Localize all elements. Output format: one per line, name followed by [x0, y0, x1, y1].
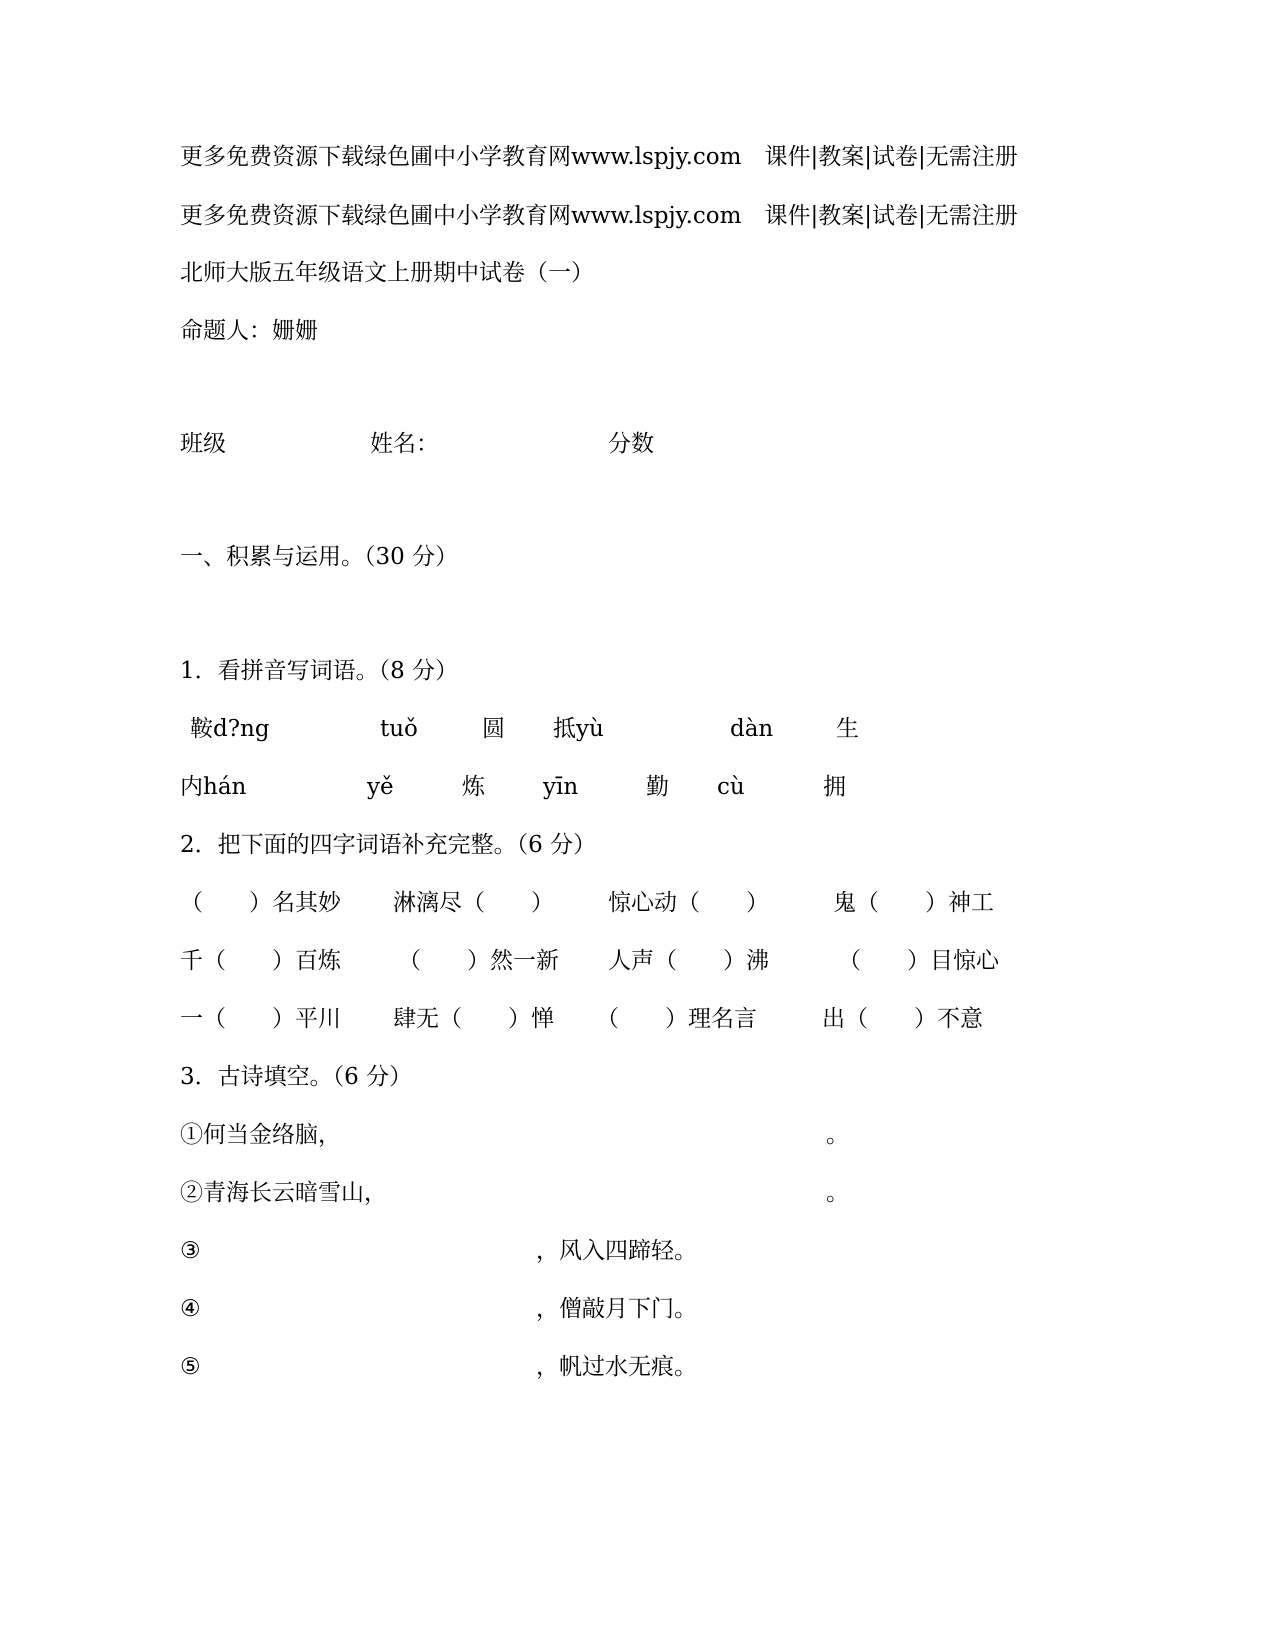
poem-suffix: 。: [826, 1180, 849, 1206]
class-label: 班级: [180, 431, 226, 457]
pinyin-item: dàn: [730, 716, 774, 742]
idiom-item: 肆无（ ）惮: [393, 1006, 554, 1032]
idiom-item: （ ）然一新: [398, 948, 559, 974]
poem-prefix: ①何当金络脑，: [180, 1122, 341, 1148]
question-2-heading: 2．把下面的四字词语补充完整。（6 分）: [180, 832, 597, 858]
poem-suffix: ，僧敲月下门。: [536, 1296, 697, 1322]
poem-prefix: ④: [180, 1296, 201, 1322]
pinyin-item: 炼: [462, 774, 485, 800]
poem-prefix: ⑤: [180, 1354, 201, 1380]
poem-prefix: ③: [180, 1238, 201, 1264]
promo-line-1: 更多免费资源下载绿色圃中小学教育网www.lspjy.com 课件|教案|试卷|无需注册: [180, 144, 1018, 170]
idiom-item: 鬼（ ）神工: [833, 890, 994, 916]
pinyin-item: 圆: [482, 716, 505, 742]
promo-line-2: 更多免费资源下载绿色圃中小学教育网www.lspjy.com 课件|教案|试卷|无需注册: [180, 203, 1018, 229]
idiom-item: 惊心动（ ）: [608, 890, 769, 916]
pinyin-item: tuǒ: [380, 716, 418, 742]
author-line: 命题人：姗姗: [180, 318, 318, 344]
poem-prefix: ②青海长云暗雪山，: [180, 1180, 387, 1206]
document-title: 北师大版五年级语文上册期中试卷（一）: [180, 260, 594, 286]
pinyin-item: 拥: [823, 774, 846, 800]
idiom-item: 人声（ ）沸: [608, 948, 769, 974]
idiom-item: 淋漓尽（ ）: [393, 890, 554, 916]
pinyin-item: 生: [836, 716, 859, 742]
pinyin-item: 内hán: [180, 774, 247, 800]
poem-suffix: ，帆过水无痕。: [536, 1354, 697, 1380]
pinyin-item: 抵yù: [553, 716, 604, 742]
idiom-item: （ ）理名言: [596, 1006, 757, 1032]
idiom-item: 千（ ）百炼: [180, 948, 341, 974]
question-1-heading: 1．看拼音写词语。（8 分）: [180, 658, 459, 684]
poem-suffix: 。: [826, 1122, 849, 1148]
question-3-heading: 3．古诗填空。（6 分）: [180, 1064, 413, 1090]
pinyin-item: 鞍d?ng: [190, 716, 270, 742]
idiom-item: （ ）名其妙: [180, 890, 341, 916]
idiom-item: 出（ ）不意: [822, 1006, 983, 1032]
section-heading: 一、积累与运用。（30 分）: [180, 544, 459, 570]
idiom-item: 一（ ）平川: [180, 1006, 341, 1032]
pinyin-item: cù: [717, 774, 745, 800]
pinyin-item: yīn: [543, 774, 579, 800]
name-label: 姓名：: [370, 431, 439, 457]
pinyin-item: yě: [367, 774, 394, 800]
score-label: 分数: [608, 431, 654, 457]
pinyin-item: 勤: [646, 774, 669, 800]
idiom-item: （ ）目惊心: [838, 948, 999, 974]
poem-suffix: ，风入四蹄轻。: [536, 1238, 697, 1264]
